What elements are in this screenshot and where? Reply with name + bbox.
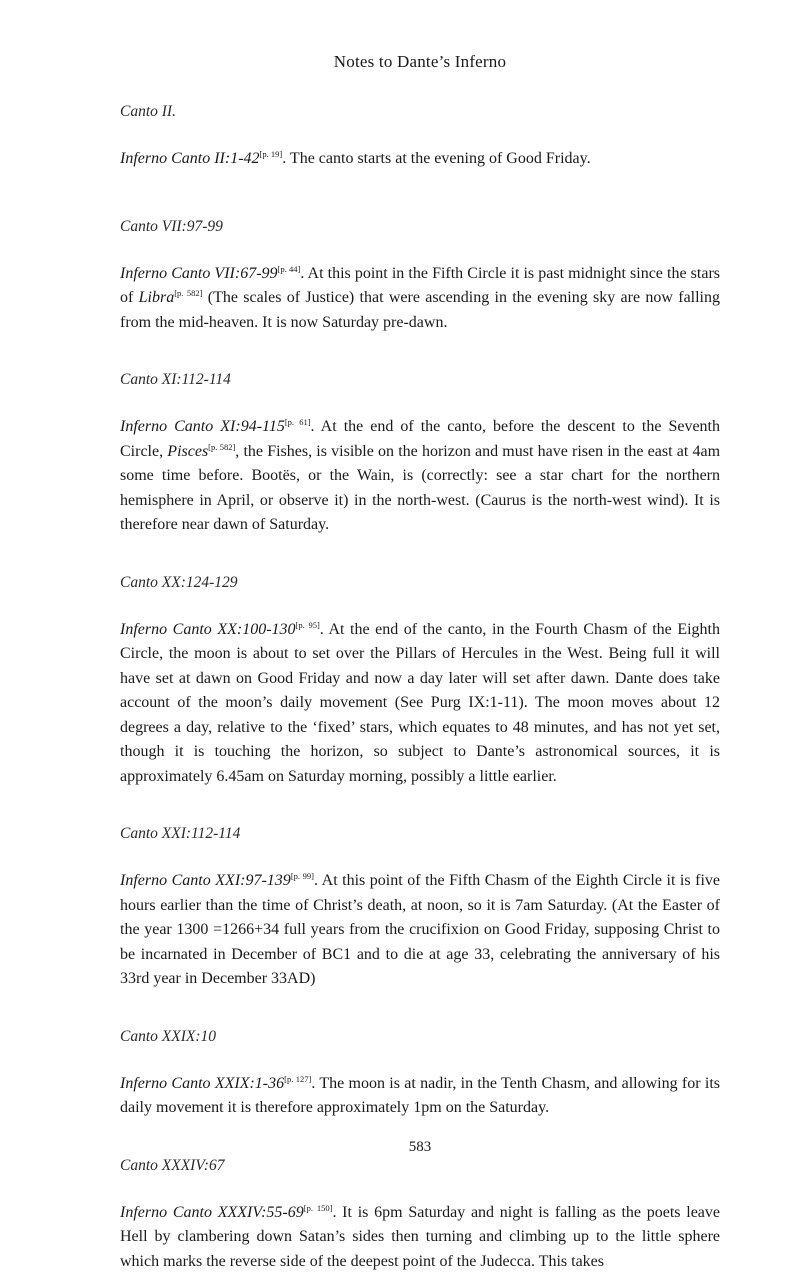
canto-reference-link[interactable]: Inferno Canto VII:67-99	[120, 265, 278, 282]
section-heading: Canto XXI:112-114	[120, 822, 720, 846]
note-text: . The moon is at nadir, in the Tenth Chasm, and allowing for its daily movement it is therefore approximately 1pm on the Saturday.	[120, 1075, 720, 1117]
note-text: , the Fishes, is visible on the horizon and must have risen in the east at 4am some time before. Bootës, or the Wain, is (correctly: see a star chart for the northern hemisphere in April, or observe it) in the north-west. (Caurus is the north-west wind). It is therefore near dawn of Saturday.	[120, 443, 720, 534]
note-paragraph	[120, 262, 720, 336]
note-section	[120, 822, 720, 992]
note-section	[120, 368, 720, 538]
note-paragraph	[120, 1201, 720, 1274]
page-reference[interactable]: [p. 44]	[278, 264, 301, 274]
page-reference[interactable]: [p. 95]	[296, 620, 320, 630]
note-text: . At this point of the Fifth Chasm of the Eighth Circle it is five hours earlier than the time of Christ’s death, at noon, so it is 7am Saturday. (At the Easter of the year 1300 =1266+34 full years from the crucifixion on Good Friday, supposing Christ to be incarnated in December of BC1 and to die at age 33, celebrating the anniversary of his 33rd year in December 33AD)	[120, 872, 720, 987]
section-heading: Canto XI:112-114	[120, 368, 720, 392]
section-heading: Canto XXXIV:67	[120, 1154, 720, 1178]
note-section	[120, 571, 720, 790]
canto-reference-link[interactable]: Inferno Canto II:1-42	[120, 150, 260, 167]
canto-reference-link[interactable]: Inferno Canto XX:100-130	[120, 621, 296, 638]
note-section	[120, 1154, 720, 1274]
note-section	[120, 215, 720, 336]
page-reference[interactable]: [p. 582]	[174, 288, 202, 298]
page-reference[interactable]: [p. 61]	[285, 417, 311, 427]
page-reference[interactable]: [p. 19]	[260, 149, 283, 159]
note-text: . At this point in the Fifth Circle it is past midnight since the stars of	[120, 265, 720, 307]
section-heading: Canto XXIX:10	[120, 1025, 720, 1049]
note-paragraph	[120, 618, 720, 790]
page-reference[interactable]: [p. 99]	[291, 871, 314, 881]
canto-reference-link[interactable]: Inferno Canto XXXIV:55-69	[120, 1204, 304, 1221]
note-text: . At the end of the canto, before the descent to the Seventh Circle,	[120, 418, 720, 460]
note-text: . At the end of the canto, in the Fourth Chasm of the Eighth Circle, the moon is about to set over the Pillars of Hercules in the West. Being full it will have set at dawn on Good Friday and now a day later will set after dawn. Dante does take account of the moon’s daily movement (See Purg IX:1-11). The moon moves about 12 degrees a day, relative to the ‘fixed’ stars, which equates to 48 minutes, and has not yet set, though it is touching the horizon, so subject to Dante’s astronomical sources, it is approximately 6.45am on Saturday morning, possibly a little earlier.	[120, 621, 720, 785]
section-heading: Canto XX:124-129	[120, 571, 720, 595]
canto-reference-link[interactable]: Inferno Canto XXI:97-139	[120, 872, 291, 889]
page-number: 583	[0, 1139, 800, 1156]
canto-reference-link[interactable]: Inferno Canto XI:94-115	[120, 418, 285, 435]
canto-reference-link[interactable]: Inferno Canto XXIX:1-36	[120, 1075, 284, 1092]
note-paragraph	[120, 1072, 720, 1121]
page-reference[interactable]: [p. 582]	[208, 442, 235, 452]
notes-content	[120, 100, 720, 1274]
note-text: (The scales of Justice) that were ascending in the evening sky are now falling from the mid-heaven. It is now Saturday pre-dawn.	[120, 289, 720, 331]
running-head: Notes to Dante’s Inferno	[0, 52, 800, 72]
note-section	[120, 1025, 720, 1121]
page-reference[interactable]: [p. 127]	[284, 1074, 311, 1084]
note-paragraph	[120, 415, 720, 538]
note-paragraph	[120, 869, 720, 992]
section-heading: Canto VII:97-99	[120, 215, 720, 239]
glossary-link[interactable]: Pisces	[167, 443, 208, 460]
glossary-link[interactable]: Libra	[139, 289, 175, 306]
note-section	[120, 100, 720, 172]
note-paragraph	[120, 147, 720, 172]
note-text: . It is 6pm Saturday and night is falling as the poets leave Hell by clambering down Satan’s sides then turning and climbing up to the little sphere which marks the reverse side of the deepest point of the Judecca. This takes	[120, 1204, 720, 1270]
note-text: . The canto starts at the evening of Good Friday.	[282, 150, 590, 167]
section-heading: Canto II.	[120, 100, 720, 124]
page-reference[interactable]: [p. 150]	[304, 1203, 333, 1213]
